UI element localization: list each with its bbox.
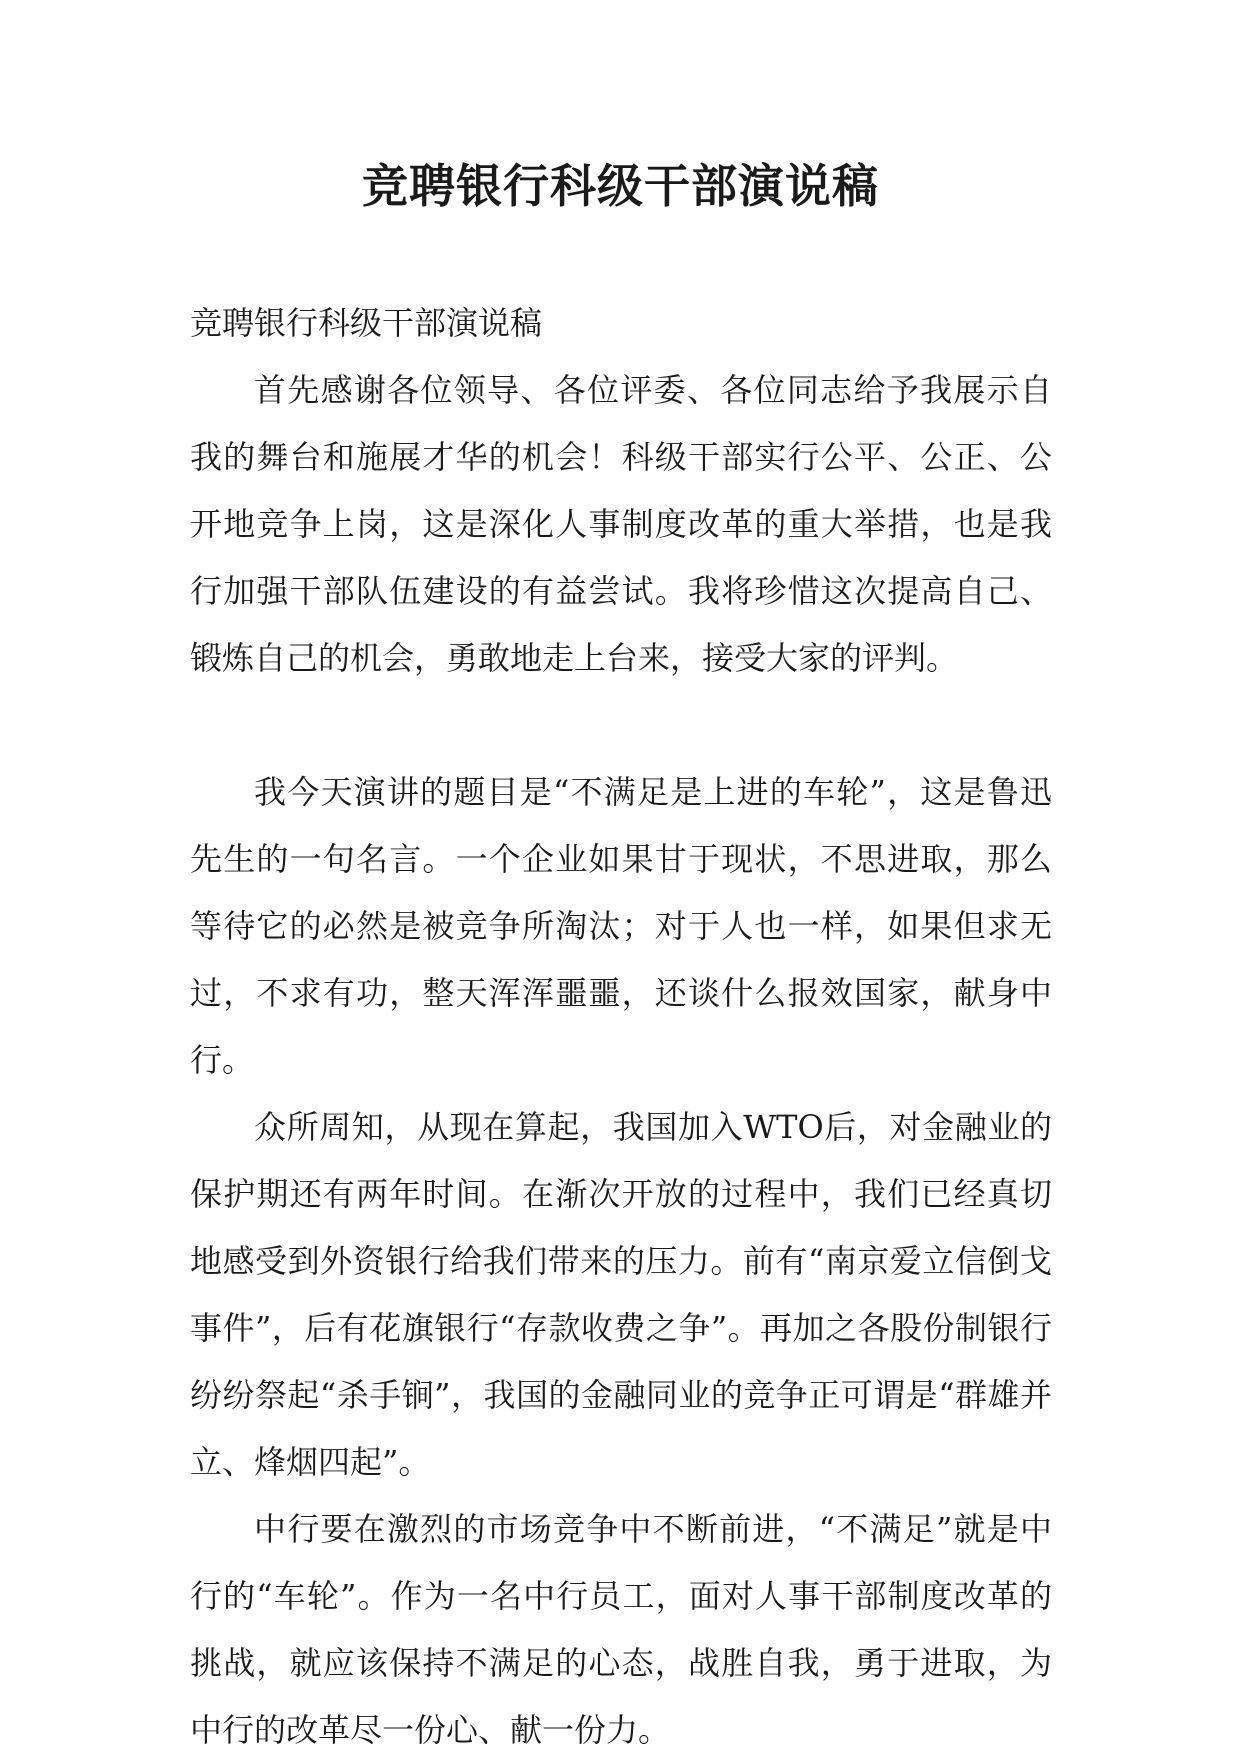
document-body <box>190 290 1052 1764</box>
paragraph-3: 众所周知，从现在算起，我国加入WTO后，对金融业的保护期还有两年时间。在渐次开放的过程中，我们已经真切地感受到外资银行给我们带来的压力。前有“南京爱立信倒戈事件”，后有花旗银行“存款收费之争”。再加之各股份制银行纷纷祭起“杀手锏”，我国的金融同业的竞争正可谓是“群雄并立、烽烟四起”。 <box>190 1108 1052 1481</box>
document-subtitle: 竞聘银行科级干部演说稿 <box>190 304 543 342</box>
paragraph-2: 我今天演讲的题目是“不满足是上进的车轮”，这是鲁迅先生的一句名言。一个企业如果甘于现状，不思进取，那么等待它的必然是被竞争所淘汰；对于人也一样，如果但求无过，不求有功，整天浑浑噩噩，还谈什么报效国家，献身中行。 <box>190 773 1052 1079</box>
paragraph-4: 中行要在激烈的市场竞争中不断前进，“不满足”就是中行的“车轮”。作为一名中行员工，面对人事干部制度改革的挑战，就应该保持不满足的心态，战胜自我，勇于进取，为中行的改革尽一份心、献一份力。 <box>190 1510 1052 1749</box>
paragraph-1: 首先感谢各位领导、各位评委、各位同志给予我展示自我的舞台和施展才华的机会！科级干部实行公平、公正、公开地竞争上岗，这是深化人事制度改革的重大举措，也是我行加强干部队伍建设的有益尝试。我将珍惜这次提高自己、锻炼自己的机会，勇敢地走上台来，接受大家的评判。 <box>190 371 1052 677</box>
document-title: 竞聘银行科级干部演说稿 <box>362 159 879 213</box>
